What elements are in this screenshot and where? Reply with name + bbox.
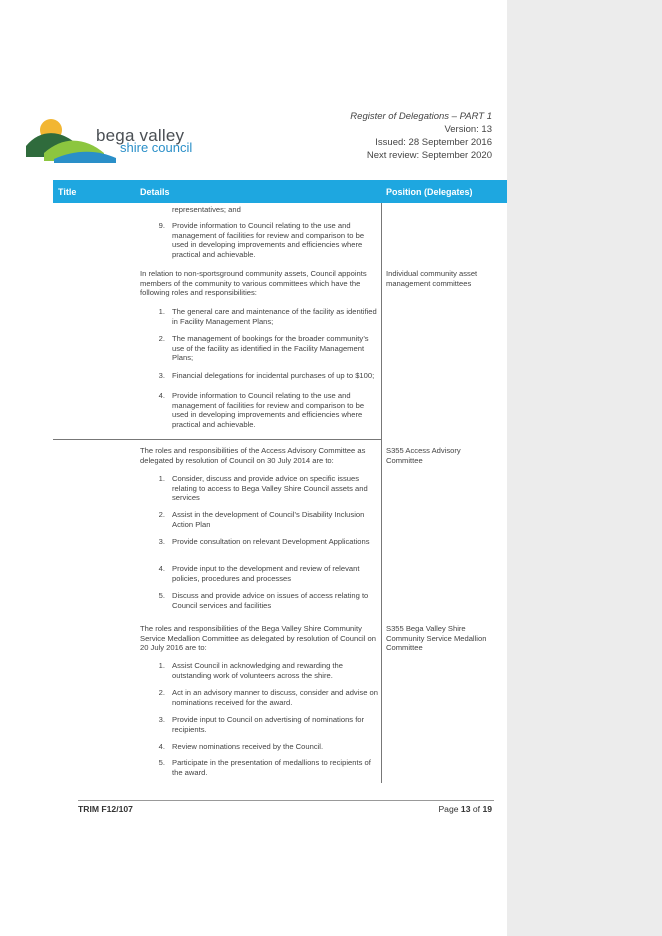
list-item: Assist Council in acknowledging and rewarding the outstanding work of volunteers across the shire. <box>172 661 343 680</box>
page-number <box>438 804 492 814</box>
list-item-number: 2. <box>158 688 165 697</box>
list-item: Act in an advisory manner to discuss, consider and advise on nominations received for the award. <box>172 688 378 707</box>
list-item-number: 5. <box>158 758 165 767</box>
list-item: Provide input to Council on advertising of nominations for recipients. <box>172 715 365 734</box>
logo-wordmark-line2: shire council <box>120 140 193 155</box>
page-current: 13 <box>460 804 471 814</box>
list-item-number: 2. <box>158 510 165 519</box>
list-item: Consider, discuss and provide advice on specific issues relating to access to Bega Valley Shire Council assets and services <box>172 474 368 503</box>
list-item-number: 1. <box>158 474 165 483</box>
list-item-number: 4. <box>158 564 165 573</box>
col-title: Title <box>58 187 77 197</box>
row-intro: In relation to non-sportsground community assets, Council appoints members of the community to various committees which have the following roles and responsibilities: <box>140 269 367 298</box>
list-item-number: 1. <box>158 661 165 670</box>
list-item-number: 2. <box>158 334 165 343</box>
issued-date: Issued: 28 September 2016 <box>375 137 492 148</box>
row-intro: The roles and responsibilities of the Bega Valley Shire Community Service Medallion Committee as delegated by resolution of Council on 20 July 2016 are to: <box>140 624 376 653</box>
list-item-number: 4. <box>158 391 165 400</box>
row-intro: The roles and responsibilities of the Access Advisory Committee as delegated by resolution of Council on 30 July 2014 are to: <box>140 446 366 465</box>
list-item-number: 9. <box>158 221 165 230</box>
list-item-number: 4. <box>158 742 165 751</box>
version-label: Version: 13 <box>444 124 492 135</box>
page-of: of <box>470 804 483 814</box>
delegate-position: S355 Bega Valley Shire Community Service Medallion Committee <box>386 624 487 653</box>
list-item: Provide information to Council relating to the use and management of facilities for review and comparison to be used in developing improvements and efficiencies where practical and achievable. <box>172 221 365 259</box>
footer-rule <box>78 800 494 801</box>
table-header <box>53 180 507 203</box>
list-item: Discuss and provide advice on issues of access relating to Council services and facilities <box>172 591 369 610</box>
list-item: Review nominations received by the Council. <box>172 742 324 751</box>
list-item: The general care and maintenance of the facility as identified in Facility Management Plans; <box>172 307 377 326</box>
trim-reference: TRIM F12/107 <box>78 804 133 814</box>
delegate-position: Individual community asset management committees <box>386 269 478 288</box>
list-item: The management of bookings for the broader community’s use of the facility as identified in the Facility Management Plans; <box>172 334 369 363</box>
list-item-number: 3. <box>158 537 165 546</box>
col-position: Position (Delegates) <box>386 187 473 197</box>
comment-sidebar <box>507 0 662 936</box>
row-divider <box>53 439 382 440</box>
logo-wordmark-line1: bega valley <box>96 126 185 145</box>
list-item: Provide information to Council relating to the use and management of facilities for review and comparison to be used in developing improvements and efficiencies where practical and achievable. <box>172 391 365 429</box>
list-item-number: 1. <box>158 307 165 316</box>
page-prefix: Page <box>438 804 461 814</box>
list-item: Provide input to the development and review of relevant policies, procedures and processes <box>172 564 360 583</box>
list-item-number: 3. <box>158 371 165 380</box>
list-item-number: 3. <box>158 715 165 724</box>
page-total: 19 <box>482 804 492 814</box>
list-item-continued: representatives; and <box>172 205 241 214</box>
list-item-number: 5. <box>158 591 165 600</box>
register-title: Register of Delegations – PART 1 <box>350 111 492 122</box>
col-details: Details <box>140 187 170 197</box>
list-item: Participate in the presentation of medallions to recipients of the award. <box>172 758 371 777</box>
list-item: Assist in the development of Council’s Disability Inclusion Action Plan <box>172 510 365 529</box>
review-date: Next review: September 2020 <box>366 150 492 161</box>
list-item: Financial delegations for incidental purchases of up to $100; <box>172 371 375 380</box>
delegate-position: S355 Access Advisory Committee <box>386 446 461 465</box>
list-item: Provide consultation on relevant Development Applications <box>172 537 370 546</box>
